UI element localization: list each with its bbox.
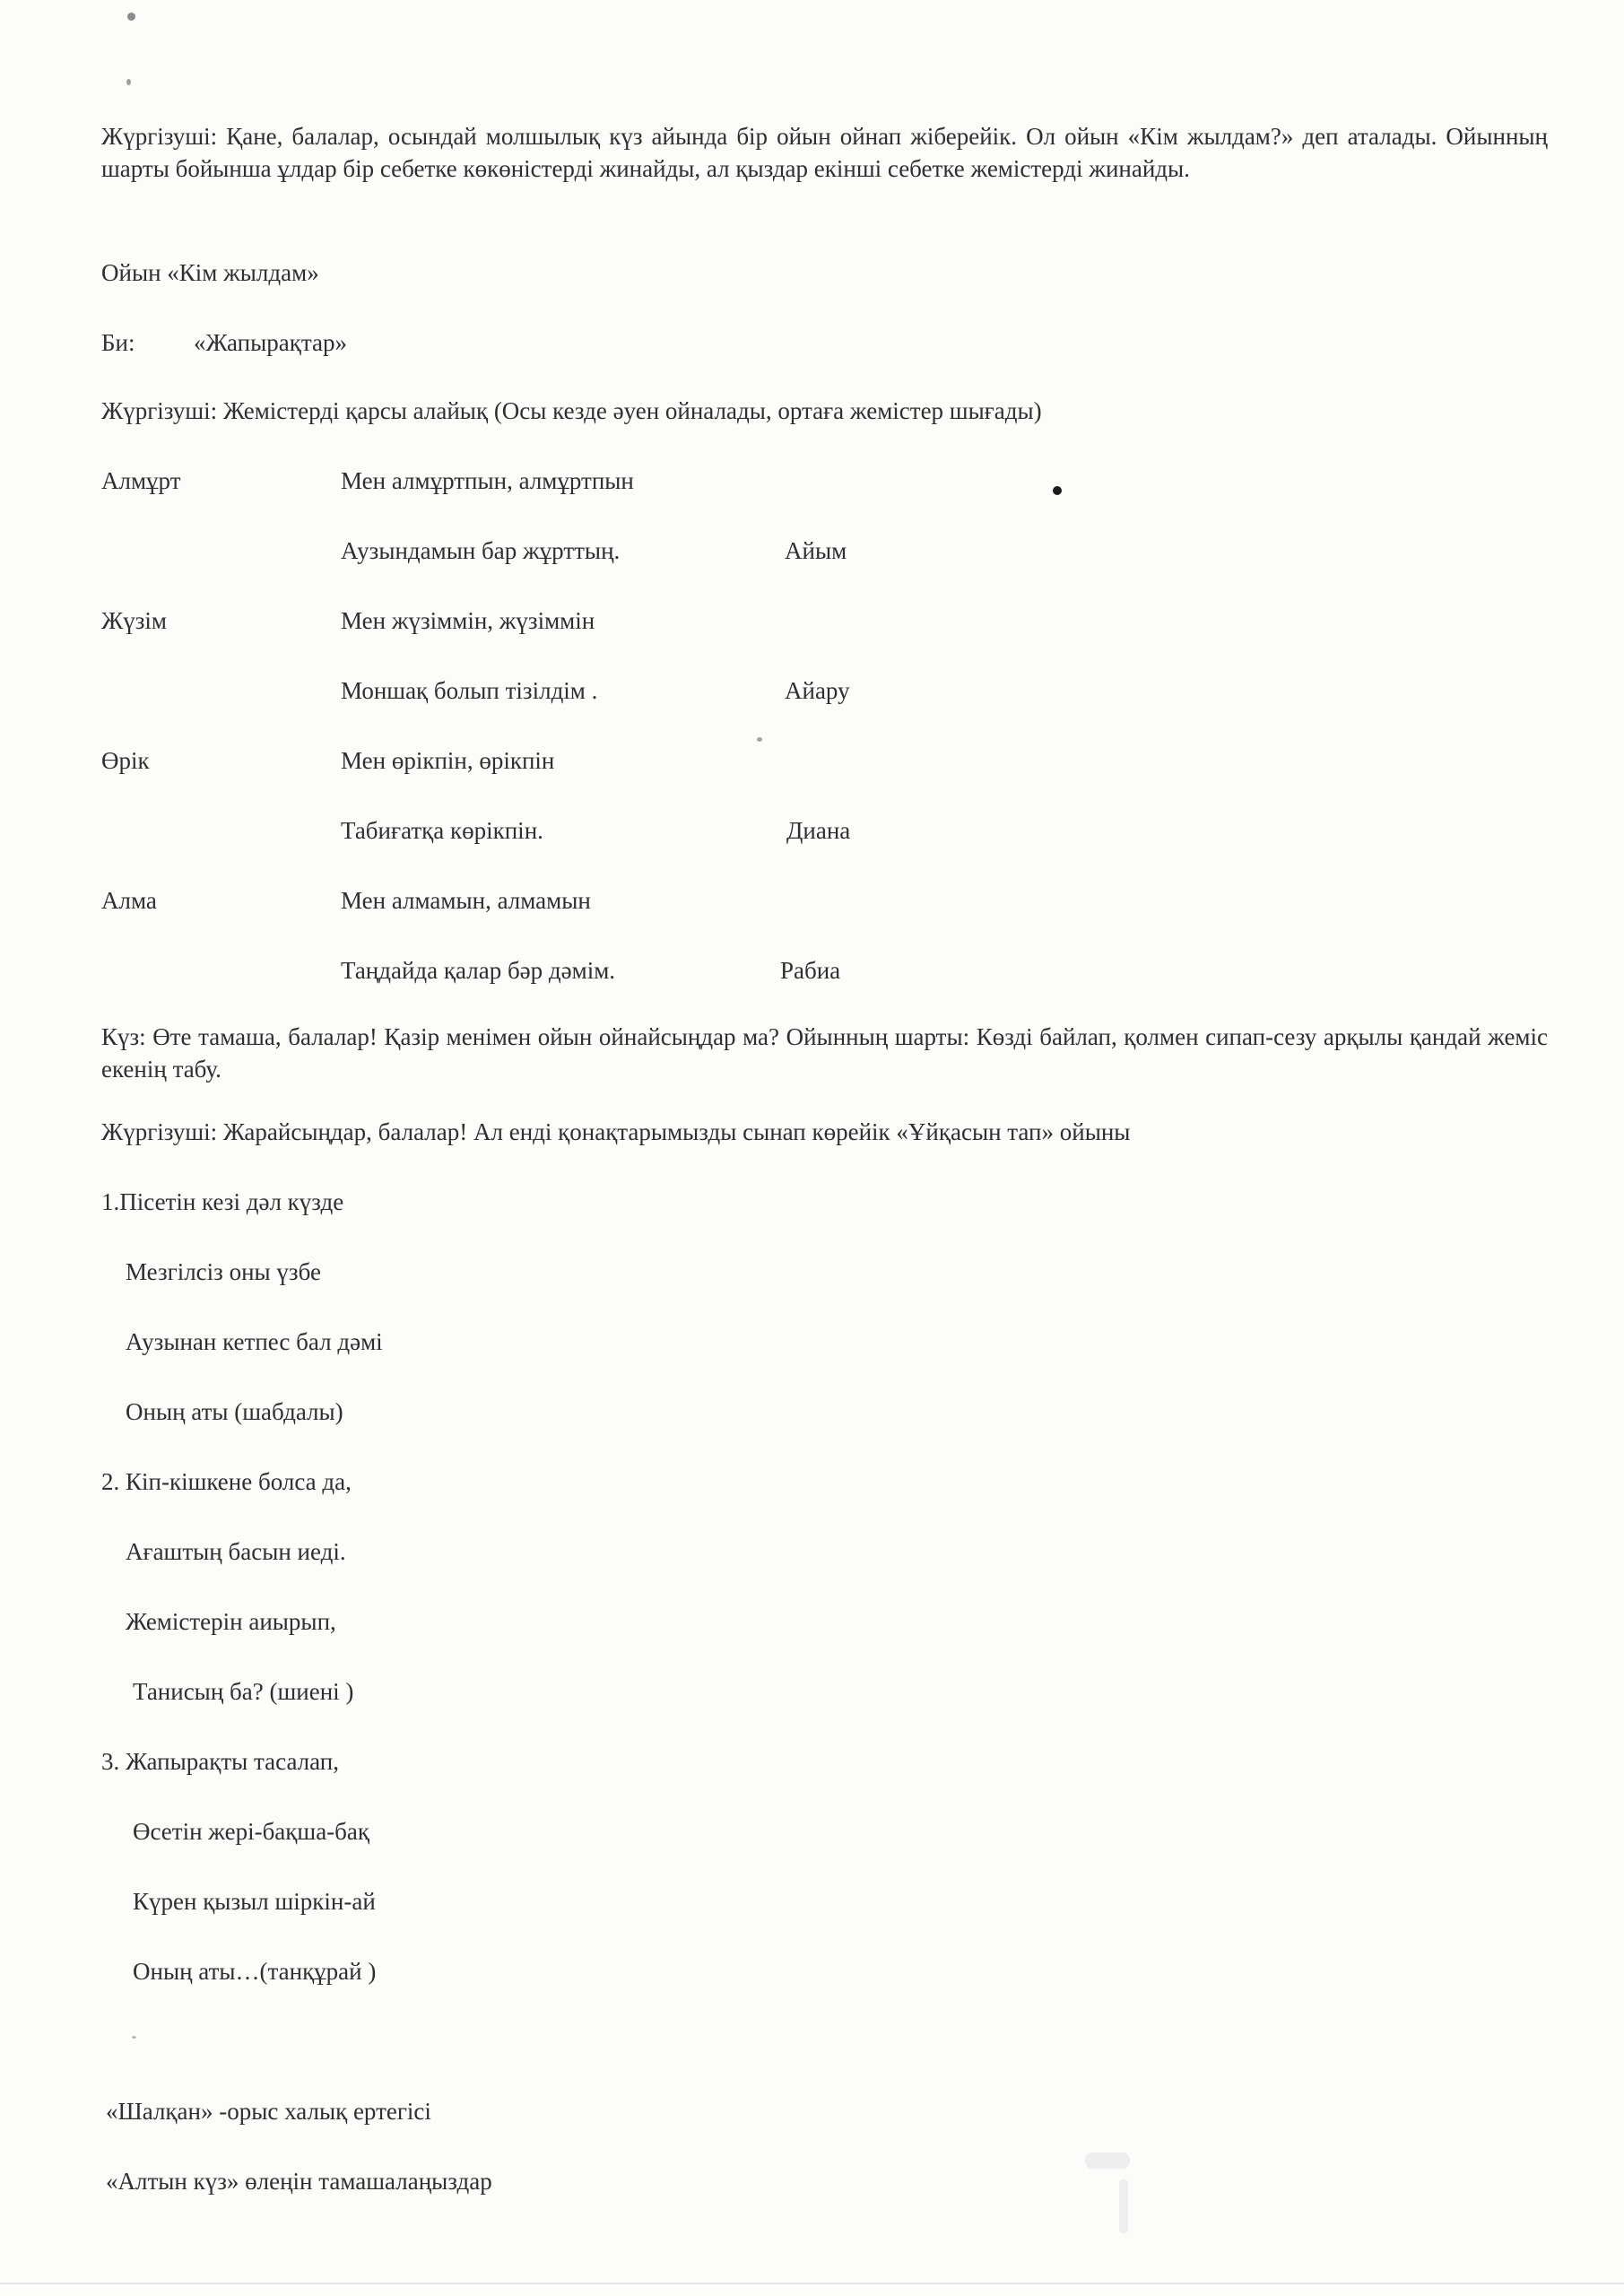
autumn-paragraph: Күз: Өте тамаша, балалар! Қазір менімен ойын ойнайсыңдар ма? Ойынның шарты: Көзді байлап, қолмен сипап-сезу арқылы қандай жеміс екенің табу.: [101, 1023, 1548, 1083]
scan-edge: [0, 2283, 1624, 2284]
intro-paragraph: Жүргізуші: Қане, балалар, осындай молшылық күз айында бір ойын ойнап жіберейік. Ол ойын «Кім жылдам?» деп аталады. Ойынның шарты бойынша ұлдар бір себетке көкөністерді жинайды, ал қыздар екінші себетке жемістерді жинайды.: [101, 123, 1548, 182]
scan-smudge: [1119, 2179, 1128, 2233]
riddle-line: 3. Жапырақты тасалап,: [101, 1748, 339, 1775]
riddle-line: Оның аты…(танқұрай ): [133, 1958, 377, 1985]
fruit-name: Жүзім: [101, 607, 167, 634]
fruit-verse-line: Мен өрікпін, өрікпін: [341, 747, 555, 774]
riddle-intro: Жүргізуші: Жарайсыңдар, балалар! Ал енді қонақтарымызды сынап көрейік «Ұйқасын тап» ойыны: [101, 1118, 1131, 1145]
scan-speck: [757, 737, 762, 742]
riddle-line: Оның аты (шабдалы): [126, 1398, 343, 1425]
riddle-line: Күрен қызыл шіркін-ай: [133, 1888, 376, 1915]
game-title: Ойын «Кім жылдам»: [101, 259, 319, 286]
riddle-line: Аузынан кетпес бал дәмі: [126, 1328, 383, 1355]
fruit-performer: Рабиа: [780, 957, 841, 984]
fruit-verse-line: Аузындамын бар жұрттың.: [341, 537, 621, 564]
scan-smudge: [1085, 2152, 1130, 2169]
dance-label: Би:: [101, 329, 135, 356]
fruit-name: Алмұрт: [101, 467, 181, 494]
fruit-name: Алма: [101, 887, 157, 914]
fruit-verse-line: Моншақ болып тізілдім .: [341, 677, 598, 704]
scan-speck: [132, 2036, 136, 2039]
riddle-line: Танисың ба? (шиені ): [133, 1678, 354, 1705]
scan-speck: [127, 13, 135, 21]
closing-line: «Алтын күз» өлеңін тамашалаңыздар: [106, 2168, 492, 2195]
fruit-verse-line: Мен алмамын, алмамын: [341, 887, 591, 914]
fruit-name: Өрік: [101, 747, 150, 774]
riddle-line: 1.Пісетін кезі дәл күзде: [101, 1188, 344, 1215]
riddle-line: 2. Кіп-кішкене болса да,: [101, 1468, 352, 1495]
fruit-verse-line: Мен жүзіммін, жүзіммін: [341, 607, 595, 634]
closing-line: «Шалқан» -орыс халық ертегісі: [106, 2098, 431, 2125]
riddle-line: Ағаштың басын иеді.: [126, 1538, 346, 1565]
fruit-performer: Айым: [785, 537, 847, 564]
fruit-verse-line: Мен алмұртпын, алмұртпын: [341, 467, 634, 494]
dance-title: «Жапырақтар»: [194, 329, 347, 356]
scan-speck: [126, 79, 131, 85]
fruit-performer: Диана: [786, 817, 851, 844]
fruit-verse-line: Табиғатқа көрікпін.: [341, 817, 543, 844]
scan-speck: [1053, 486, 1062, 495]
fruit-verse-line: Таңдайда қалар бәр дәмім.: [341, 957, 616, 984]
riddle-line: Өсетін жері-бақша-бақ: [133, 1818, 370, 1845]
fruit-performer: Айару: [785, 677, 850, 704]
riddle-line: Мезгілсіз оны үзбе: [126, 1258, 321, 1285]
riddle-line: Жемістерін аиырып,: [126, 1608, 336, 1635]
fruits-intro: Жүргізуші: Жемістерді қарсы алайық (Осы кезде әуен ойналады, ортаға жемістер шығады): [101, 397, 1042, 424]
